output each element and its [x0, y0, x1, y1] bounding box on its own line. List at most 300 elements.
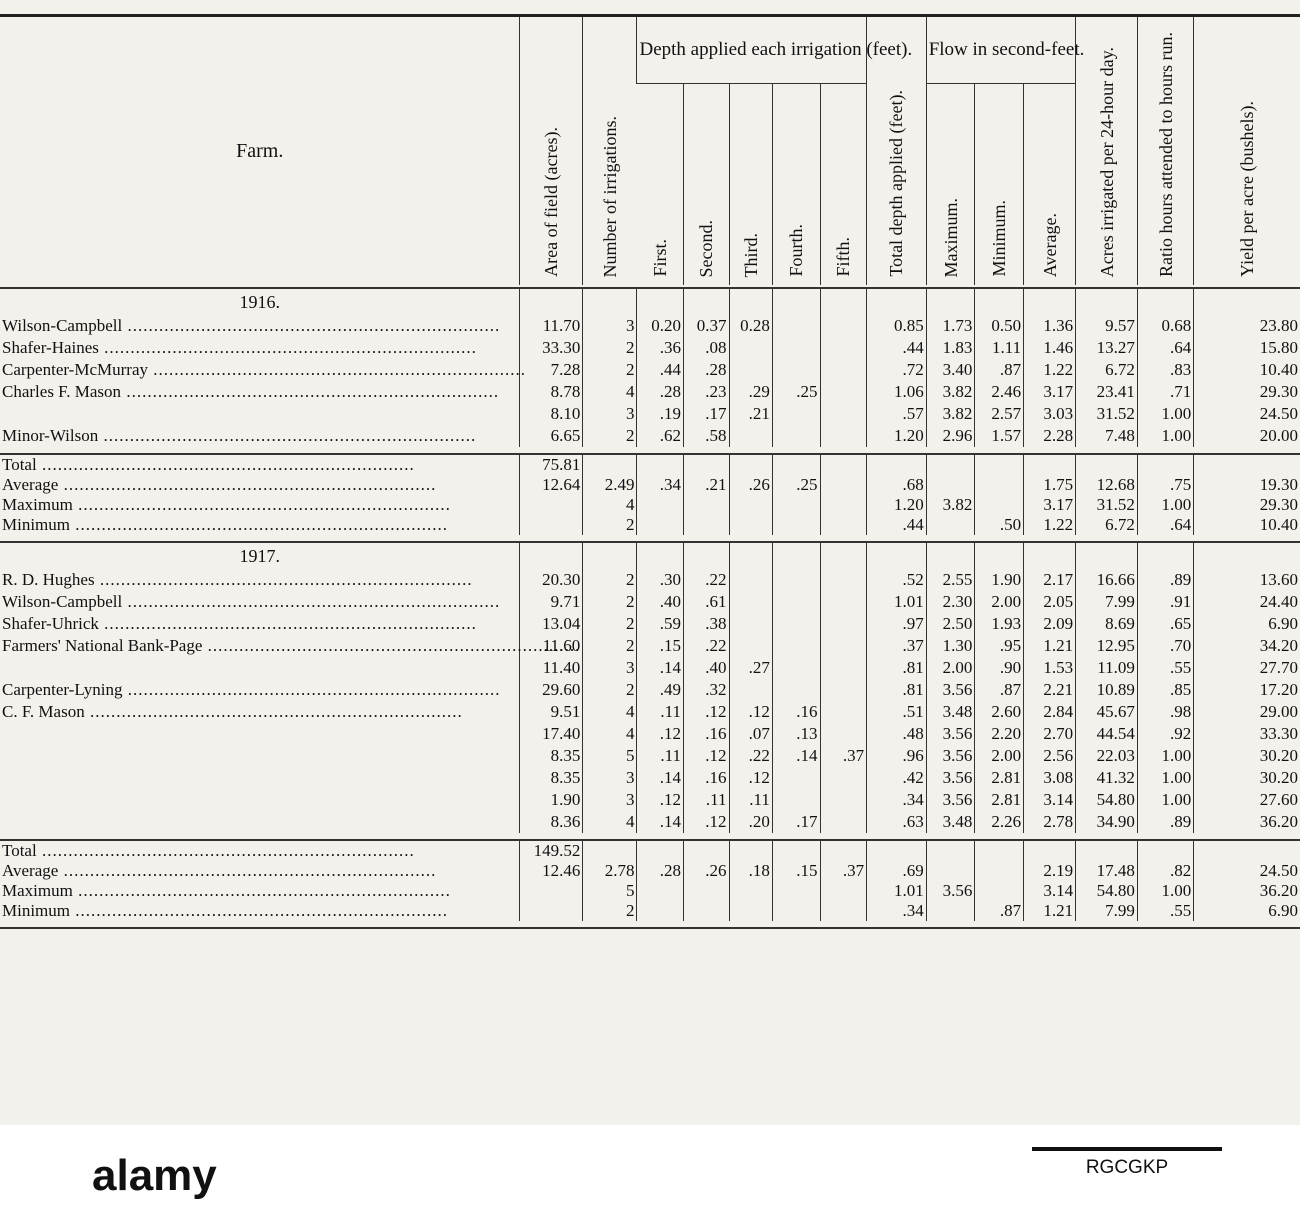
table-cell: [729, 425, 772, 447]
summary-cell: 4: [583, 495, 637, 515]
table-cell: 2: [583, 591, 637, 613]
summary-cell: 75.81: [520, 454, 583, 475]
table-row: [0, 635, 1300, 657]
table-cell: 1.00: [1137, 789, 1193, 811]
table-cell: 1.00: [1137, 403, 1193, 425]
summary-cell: 6.90: [1194, 901, 1300, 921]
table-cell: 17.20: [1194, 679, 1300, 701]
table-cell: 34.90: [1076, 811, 1138, 833]
summary-cell: [820, 901, 867, 921]
table-cell: 45.67: [1076, 701, 1138, 723]
table-cell: .58: [684, 425, 729, 447]
header-acres-day: Acres irrigated per 24-hour day.: [1076, 17, 1138, 285]
table-cell: 54.80: [1076, 789, 1138, 811]
table-cell: 2.81: [975, 789, 1024, 811]
table-row: [0, 723, 1300, 745]
table-cell: 31.52: [1076, 403, 1138, 425]
header-yield: Yield per acre (bushels).: [1194, 17, 1300, 285]
header-ratio: Ratio hours attended to hours run.: [1137, 17, 1193, 285]
watermark-band: [0, 1125, 1300, 1214]
farm-name: [0, 657, 520, 679]
table-cell: .36: [637, 337, 684, 359]
farm-name: [0, 403, 520, 425]
table-cell: .34: [867, 789, 927, 811]
farm-name: [0, 723, 520, 745]
summary-cell: [1194, 840, 1300, 861]
table-cell: .81: [867, 657, 927, 679]
summary-row: [0, 515, 1300, 535]
year-label: 1917.: [239, 546, 280, 566]
table-cell: 6.72: [1076, 359, 1138, 381]
summary-label: Average .....: [0, 861, 520, 881]
table-cell: 6.65: [520, 425, 583, 447]
header-maximum: Maximum.: [926, 84, 975, 285]
summary-cell: [729, 881, 772, 901]
table-cell: 6.90: [1194, 613, 1300, 635]
summary-cell: [729, 901, 772, 921]
header-total-depth: Total depth applied (feet).: [867, 17, 927, 285]
farm-name: [0, 767, 520, 789]
table-cell: 2.78: [1024, 811, 1076, 833]
table-cell: .16: [684, 723, 729, 745]
table-cell: .42: [867, 767, 927, 789]
summary-cell: [637, 454, 684, 475]
table-cell: 2.05: [1024, 591, 1076, 613]
summary-cell: [684, 840, 729, 861]
table-cell: 3.56: [926, 745, 975, 767]
table-cell: 2.56: [1024, 745, 1076, 767]
table-cell: .28: [637, 381, 684, 403]
header-area: Area of field (acres).: [520, 17, 583, 285]
table-cell: 0.68: [1137, 315, 1193, 337]
summary-cell: [820, 515, 867, 535]
table-row: [0, 403, 1300, 425]
summary-cell: [820, 840, 867, 861]
table-cell: 1.53: [1024, 657, 1076, 679]
table-cell: 36.20: [1194, 811, 1300, 833]
table-cell: .83: [1137, 359, 1193, 381]
summary-cell: [772, 901, 820, 921]
table-cell: 33.30: [1194, 723, 1300, 745]
table-cell: .11: [637, 701, 684, 723]
table-cell: 44.54: [1076, 723, 1138, 745]
table-cell: [820, 657, 867, 679]
table-cell: 1.22: [1024, 359, 1076, 381]
summary-cell: [772, 454, 820, 475]
farm-name: R. D. Hughes .....: [0, 569, 520, 591]
summary-row: [0, 475, 1300, 495]
table-row: [0, 315, 1300, 337]
summary-cell: 12.64: [520, 475, 583, 495]
header-number: Number of irrigations.: [583, 17, 637, 285]
table-cell: 2.00: [975, 745, 1024, 767]
summary-cell: [975, 495, 1024, 515]
table-cell: 3.56: [926, 767, 975, 789]
farm-name: C. F. Mason .....: [0, 701, 520, 723]
table-cell: 1.90: [975, 569, 1024, 591]
summary-cell: 1.22: [1024, 515, 1076, 535]
summary-cell: [637, 515, 684, 535]
summary-cell: 3.17: [1024, 495, 1076, 515]
table-cell: .55: [1137, 657, 1193, 679]
table-cell: .72: [867, 359, 927, 381]
table-cell: 1.00: [1137, 745, 1193, 767]
table-cell: 0.37: [684, 315, 729, 337]
summary-cell: 31.52: [1076, 495, 1138, 515]
table-cell: .37: [867, 635, 927, 657]
summary-cell: [926, 454, 975, 475]
table-cell: .92: [1137, 723, 1193, 745]
summary-cell: .50: [975, 515, 1024, 535]
table-cell: .91: [1137, 591, 1193, 613]
summary-cell: 12.46: [520, 861, 583, 881]
summary-cell: [975, 840, 1024, 861]
summary-row: [0, 454, 1300, 475]
summary-cell: 2.19: [1024, 861, 1076, 881]
table-cell: 16.66: [1076, 569, 1138, 591]
summary-cell: 19.30: [1194, 475, 1300, 495]
table-cell: 1.83: [926, 337, 975, 359]
table-cell: 4: [583, 811, 637, 833]
table-cell: 4: [583, 701, 637, 723]
table-cell: 0.28: [729, 315, 772, 337]
table-cell: .22: [684, 635, 729, 657]
table-cell: [820, 767, 867, 789]
table-cell: 2.50: [926, 613, 975, 635]
table-cell: 2.28: [1024, 425, 1076, 447]
table-cell: 9.71: [520, 591, 583, 613]
table-cell: 24.40: [1194, 591, 1300, 613]
table-cell: 2.20: [975, 723, 1024, 745]
summary-label: Minimum .....: [0, 515, 520, 535]
table-cell: [729, 613, 772, 635]
summary-cell: [729, 515, 772, 535]
table-cell: 3.40: [926, 359, 975, 381]
table-cell: .21: [729, 403, 772, 425]
table-cell: [729, 679, 772, 701]
table-cell: [820, 403, 867, 425]
table-cell: 3.56: [926, 679, 975, 701]
table-cell: 3.48: [926, 701, 975, 723]
table-cell: 2: [583, 569, 637, 591]
summary-cell: [637, 901, 684, 921]
table-cell: .12: [637, 789, 684, 811]
summary-cell: [1137, 454, 1193, 475]
table-cell: .14: [772, 745, 820, 767]
table-cell: .17: [772, 811, 820, 833]
table-cell: [820, 381, 867, 403]
table-cell: 23.41: [1076, 381, 1138, 403]
summary-cell: .87: [975, 901, 1024, 921]
summary-label: Maximum .....: [0, 881, 520, 901]
table-row: [0, 591, 1300, 613]
summary-cell: [1076, 840, 1138, 861]
table-cell: .12: [684, 701, 729, 723]
summary-cell: 54.80: [1076, 881, 1138, 901]
table-cell: 13.60: [1194, 569, 1300, 591]
table-cell: .11: [637, 745, 684, 767]
table-cell: 3: [583, 657, 637, 679]
table-cell: 7.28: [520, 359, 583, 381]
table-cell: .52: [867, 569, 927, 591]
table-cell: 2: [583, 679, 637, 701]
summary-cell: [1137, 840, 1193, 861]
summary-cell: [637, 840, 684, 861]
table-cell: 3.56: [926, 789, 975, 811]
table-cell: [820, 569, 867, 591]
table-cell: 27.70: [1194, 657, 1300, 679]
table-row: [0, 425, 1300, 447]
table-cell: .96: [867, 745, 927, 767]
table-cell: .44: [637, 359, 684, 381]
summary-cell: .68: [867, 475, 927, 495]
table-cell: .59: [637, 613, 684, 635]
table-cell: .90: [975, 657, 1024, 679]
table-cell: .48: [867, 723, 927, 745]
table-cell: 13.27: [1076, 337, 1138, 359]
table-cell: 34.20: [1194, 635, 1300, 657]
table-cell: .15: [637, 635, 684, 657]
summary-cell: [583, 840, 637, 861]
table-cell: [772, 425, 820, 447]
summary-cell: [975, 861, 1024, 881]
farm-name: Carpenter-McMurray .....: [0, 359, 520, 381]
summary-cell: .26: [684, 861, 729, 881]
table-cell: 0.50: [975, 315, 1024, 337]
table-cell: .40: [637, 591, 684, 613]
table-cell: .40: [684, 657, 729, 679]
table-cell: [820, 425, 867, 447]
table-cell: [729, 337, 772, 359]
header-minimum: Minimum.: [975, 84, 1024, 285]
table-cell: 20.00: [1194, 425, 1300, 447]
table-cell: 41.32: [1076, 767, 1138, 789]
summary-cell: [684, 901, 729, 921]
table-cell: [772, 591, 820, 613]
table-cell: [772, 635, 820, 657]
table-cell: 17.40: [520, 723, 583, 745]
table-row: [0, 613, 1300, 635]
table-cell: 2.09: [1024, 613, 1076, 635]
summary-cell: [520, 515, 583, 535]
header-average: Average.: [1024, 84, 1076, 285]
table-cell: .65: [1137, 613, 1193, 635]
summary-cell: [520, 495, 583, 515]
table-cell: .61: [684, 591, 729, 613]
table-cell: .11: [684, 789, 729, 811]
table-cell: 9.57: [1076, 315, 1138, 337]
table-cell: 3.08: [1024, 767, 1076, 789]
table-cell: [729, 569, 772, 591]
table-cell: 1.46: [1024, 337, 1076, 359]
table-cell: 2.17: [1024, 569, 1076, 591]
table-cell: .57: [867, 403, 927, 425]
table-cell: 2.00: [926, 657, 975, 679]
table-cell: .19: [637, 403, 684, 425]
summary-cell: [684, 881, 729, 901]
table-cell: .32: [684, 679, 729, 701]
farm-name: Shafer-Uhrick .....: [0, 613, 520, 635]
summary-cell: .82: [1137, 861, 1193, 881]
table-cell: .08: [684, 337, 729, 359]
table-cell: 30.20: [1194, 767, 1300, 789]
table-cell: [729, 359, 772, 381]
summary-cell: .75: [1137, 475, 1193, 495]
table-cell: 29.00: [1194, 701, 1300, 723]
table-cell: .17: [684, 403, 729, 425]
table-cell: 7.48: [1076, 425, 1138, 447]
table-row: [0, 569, 1300, 591]
summary-cell: 2.49: [583, 475, 637, 495]
table-cell: .85: [1137, 679, 1193, 701]
header-first: First.: [650, 239, 670, 277]
table-cell: 11.70: [520, 315, 583, 337]
summary-cell: 149.52: [520, 840, 583, 861]
table-cell: 1.00: [1137, 767, 1193, 789]
summary-cell: [684, 454, 729, 475]
summary-cell: .55: [1137, 901, 1193, 921]
farm-name: [0, 811, 520, 833]
table-row: [0, 745, 1300, 767]
table-cell: 2.84: [1024, 701, 1076, 723]
table-cell: 2.96: [926, 425, 975, 447]
table-cell: 1.93: [975, 613, 1024, 635]
table-cell: [820, 337, 867, 359]
table-cell: .30: [637, 569, 684, 591]
table-cell: 10.89: [1076, 679, 1138, 701]
summary-cell: .21: [684, 475, 729, 495]
summary-cell: [772, 840, 820, 861]
table-cell: 12.95: [1076, 635, 1138, 657]
summary-cell: [772, 515, 820, 535]
table-cell: .89: [1137, 811, 1193, 833]
summary-cell: [867, 840, 927, 861]
table-cell: .12: [637, 723, 684, 745]
summary-cell: 1.01: [867, 881, 927, 901]
table-cell: .70: [1137, 635, 1193, 657]
table-cell: 2.81: [975, 767, 1024, 789]
farm-name: [0, 745, 520, 767]
table-cell: 1.73: [926, 315, 975, 337]
table-cell: 27.60: [1194, 789, 1300, 811]
header-fourth: Fourth.: [772, 84, 820, 285]
table-cell: 1.36: [1024, 315, 1076, 337]
table-cell: 8.69: [1076, 613, 1138, 635]
farm-name: Shafer-Haines .....: [0, 337, 520, 359]
summary-cell: 1.00: [1137, 495, 1193, 515]
summary-cell: 12.68: [1076, 475, 1138, 495]
table-cell: [820, 811, 867, 833]
table-row: [0, 657, 1300, 679]
table-cell: .64: [1137, 337, 1193, 359]
table-cell: 1.01: [867, 591, 927, 613]
summary-cell: .25: [772, 475, 820, 495]
table-cell: 2: [583, 635, 637, 657]
table-row: [0, 701, 1300, 723]
summary-cell: [1024, 840, 1076, 861]
table-cell: 8.78: [520, 381, 583, 403]
summary-cell: .64: [1137, 515, 1193, 535]
header-second: Second.: [684, 84, 729, 285]
farm-name: Charles F. Mason .....: [0, 381, 520, 403]
table-cell: 1.20: [867, 425, 927, 447]
summary-cell: [637, 881, 684, 901]
summary-cell: .28: [637, 861, 684, 881]
summary-cell: 5: [583, 881, 637, 901]
farm-name: [0, 789, 520, 811]
farm-name: Farmers' National Bank-Page .....: [0, 635, 520, 657]
summary-cell: [583, 454, 637, 475]
summary-label: Maximum .....: [0, 495, 520, 515]
summary-cell: [820, 881, 867, 901]
summary-cell: 3.82: [926, 495, 975, 515]
summary-row: [0, 861, 1300, 881]
table-cell: 33.30: [520, 337, 583, 359]
table-cell: [820, 613, 867, 635]
table-cell: 11.09: [1076, 657, 1138, 679]
farm-name: Wilson-Campbell .....: [0, 591, 520, 613]
table-cell: 2.70: [1024, 723, 1076, 745]
table-cell: 11.60: [520, 635, 583, 657]
table-cell: 3.82: [926, 403, 975, 425]
table-cell: 3.56: [926, 723, 975, 745]
table-cell: .12: [684, 811, 729, 833]
summary-cell: .44: [867, 515, 927, 535]
table-cell: 3.82: [926, 381, 975, 403]
summary-cell: .18: [729, 861, 772, 881]
table-cell: 8.35: [520, 745, 583, 767]
table-cell: 1.00: [1137, 425, 1193, 447]
table-cell: 2.30: [926, 591, 975, 613]
table-cell: 3: [583, 315, 637, 337]
summary-label: Minimum .....: [0, 901, 520, 921]
summary-cell: .26: [729, 475, 772, 495]
irrigation-table: [0, 17, 1300, 929]
summary-cell: 1.75: [1024, 475, 1076, 495]
table-cell: 8.10: [520, 403, 583, 425]
table-cell: .63: [867, 811, 927, 833]
table-cell: 3: [583, 767, 637, 789]
table-cell: 3.48: [926, 811, 975, 833]
table-row: [0, 679, 1300, 701]
table-cell: .95: [975, 635, 1024, 657]
summary-cell: [729, 495, 772, 515]
year-label: 1916.: [239, 292, 280, 312]
table-cell: 2.21: [1024, 679, 1076, 701]
summary-cell: 24.50: [1194, 861, 1300, 881]
table-cell: 3.14: [1024, 789, 1076, 811]
table-cell: .20: [729, 811, 772, 833]
table-cell: [772, 315, 820, 337]
summary-cell: .34: [867, 901, 927, 921]
summary-cell: [1076, 454, 1138, 475]
table-cell: .62: [637, 425, 684, 447]
image-id-label: RGCGKP: [1022, 1147, 1232, 1195]
table-cell: [820, 679, 867, 701]
table-cell: .87: [975, 359, 1024, 381]
table-cell: 0.85: [867, 315, 927, 337]
table-cell: 2.55: [926, 569, 975, 591]
table-cell: [772, 657, 820, 679]
table-cell: 1.57: [975, 425, 1024, 447]
table-cell: 2: [583, 337, 637, 359]
summary-cell: .37: [820, 861, 867, 881]
summary-cell: [729, 454, 772, 475]
summary-row: [0, 840, 1300, 861]
table-cell: 11.40: [520, 657, 583, 679]
table-cell: 29.30: [1194, 381, 1300, 403]
table-cell: 5: [583, 745, 637, 767]
